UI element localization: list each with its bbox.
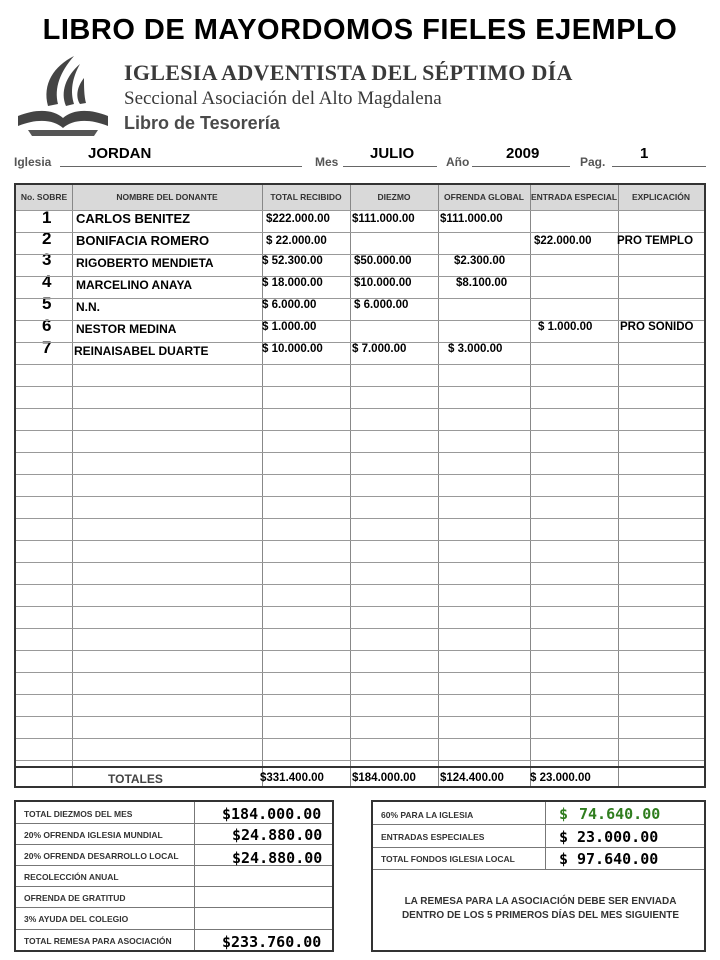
row-total: $222.000.00 [266,213,330,225]
row-nombre: BONIFACIA ROMERO [76,233,210,248]
col-header-ofrenda: OFRENDA GLOBAL [438,185,530,210]
row-line [16,628,704,629]
row-line [16,672,704,673]
row-explicacion: PRO SONIDO [620,321,694,333]
totals-total: $331.400.00 [260,772,324,784]
totals-ofrenda: $124.400.00 [440,772,504,784]
summary-label: 60% PARA LA IGLESIA [381,810,474,820]
row-total: $ 10.000.00 [262,343,323,355]
row-line [16,430,704,431]
row-nombre: N.N. [76,300,100,314]
row-diezmo: $ 7.000.00 [352,343,407,355]
summary-value-prefix: $ [559,805,569,823]
row-line [16,518,704,519]
row-no: 6 [42,316,52,335]
col-header-total: TOTAL RECIBIDO [262,185,350,210]
pag-value: 1 [640,145,649,162]
summary-label: TOTAL REMESA PARA ASOCIACIÓN [24,936,172,946]
summary-row-line [373,869,704,870]
summary-value: $24.880.00 [232,849,323,867]
iglesia-label: Iglesia [14,155,52,169]
row-line [16,298,704,299]
row-line [16,738,704,739]
row-no: 2 [42,229,52,248]
mes-label: Mes [315,155,339,169]
ano-line [472,166,570,167]
summary-value: $233.760.00 [222,933,322,951]
row-line [16,342,704,343]
totals-diezmo: $184.000.00 [352,772,416,784]
row-line [16,408,704,409]
pag-line [612,166,706,167]
summary-row-line [16,929,332,930]
totals-especial: $ 23.000.00 [530,772,591,784]
row-nombre: REINAISABEL DUARTE [74,344,209,358]
row-line [16,474,704,475]
row-line [16,386,704,387]
row-line [16,584,704,585]
iglesia-value: JORDAN [88,145,152,162]
summary-label: RECOLECCIÓN ANUAL [24,872,119,882]
ano-label: Año [446,155,470,169]
row-total: $ 18.000.00 [262,277,323,289]
row-diezmo: $111.000.00 [352,213,415,225]
row-no: 4 [42,272,52,291]
page-title: LIBRO DE MAYORDOMOS FIELES EJEMPLO [42,14,678,46]
row-line [16,540,704,541]
notice-line-1: LA REMESA PARA LA ASOCIACIÓN DEBE SER ENVIADA [404,896,677,907]
summary-label: TOTAL DIEZMOS DEL MES [24,809,133,819]
row-line [16,562,704,563]
row-diezmo: $ 6.000.00 [354,299,409,311]
local-funds-box [371,800,706,952]
row-no: 3 [42,250,52,269]
row-line [16,650,704,651]
summary-value-prefix: $ [559,828,569,846]
row-nombre: NESTOR MEDINA [76,322,177,336]
org-name: IGLESIA ADVENTISTA DEL SÉPTIMO DÍA [124,60,573,85]
row-nombre: RIGOBERTO MENDIETA [76,256,214,270]
mes-line [343,166,437,167]
row-ofrenda: $111.000.00 [440,213,503,225]
row-line [16,210,704,211]
summary-row-line [16,907,332,908]
row-total: $ 22.000.00 [266,235,327,247]
summary-value: 23.000.00 [577,828,659,846]
summary-value-prefix: $ [559,850,569,868]
summary-row-line [373,847,704,848]
book-name: Libro de Tesorería [124,113,280,133]
row-nombre: CARLOS BENITEZ [76,211,191,226]
row-no: 1 [42,208,52,227]
col-header-nombre: NOMBRE DEL DONANTE [72,185,262,210]
summary-divider [545,802,546,869]
row-especial: $22.000.00 [534,235,592,247]
row-nombre: MARCELINO ANAYA [76,278,193,292]
row-line [16,760,704,761]
totals-label: TOTALES [108,772,163,786]
row-ofrenda: $ 3.000.00 [448,343,503,355]
summary-label: ENTRADAS ESPECIALES [381,832,485,842]
row-especial: $ 1.000.00 [538,321,593,333]
iglesia-line [60,166,302,167]
notice-line-2: DENTRO DE LOS 5 PRIMEROS DÍAS DEL MES SIGUIENTE [401,910,680,921]
row-total: $ 52.300.00 [262,255,323,267]
row-line [16,254,704,255]
summary-divider [194,802,195,950]
row-line [16,496,704,497]
row-diezmo: $50.000.00 [354,255,412,267]
col-header-especial: ENTRADA ESPECIAL [530,185,618,210]
row-line [16,276,704,277]
summary-value: 97.640.00 [577,850,659,868]
summary-value: $24.880.00 [232,826,323,844]
summary-row-line [16,886,332,887]
row-line [16,716,704,717]
ledger-table [14,183,706,788]
row-total: $ 1.000.00 [262,321,317,333]
summary-label: OFRENDA DE GRATITUD [24,893,126,903]
org-section: Seccional Asociación del Alto Magdalena [124,88,442,109]
totals-divider [16,766,704,768]
summary-label: 3% AYUDA DEL COLEGIO [24,914,129,924]
row-ofrenda: $8.100.00 [456,277,508,289]
pag-label: Pag. [580,155,606,169]
col-header-no: No. SOBRE [16,185,72,210]
summary-value: 74.640.00 [579,805,661,823]
remesa-summary-box [14,800,334,952]
row-line [16,232,704,233]
row-no: 7 [42,338,52,357]
row-ofrenda: $2.300.00 [454,255,506,267]
row-line [16,320,704,321]
row-line [16,694,704,695]
summary-row-line [16,823,332,824]
col-header-explicacion: EXPLICACIÓN [618,185,704,210]
summary-row-line [373,824,704,825]
row-diezmo: $10.000.00 [354,277,412,289]
row-line [16,452,704,453]
summary-row-line [16,844,332,845]
mes-value: JULIO [370,145,415,162]
summary-label: 20% OFRENDA DESARROLLO LOCAL [24,851,179,861]
ano-value: 2009 [506,145,540,162]
adventist-logo-icon [14,54,112,138]
row-line [16,606,704,607]
summary-value: $184.000.00 [222,805,322,823]
col-header-diezmo: DIEZMO [350,185,438,210]
summary-label: 20% OFRENDA IGLESIA MUNDIAL [24,830,163,840]
row-total: $ 6.000.00 [262,299,317,311]
row-explicacion: PRO TEMPLO [617,235,694,247]
row-no: 5 [42,294,52,313]
row-line [16,364,704,365]
summary-label: TOTAL FONDOS IGLESIA LOCAL [381,854,515,864]
